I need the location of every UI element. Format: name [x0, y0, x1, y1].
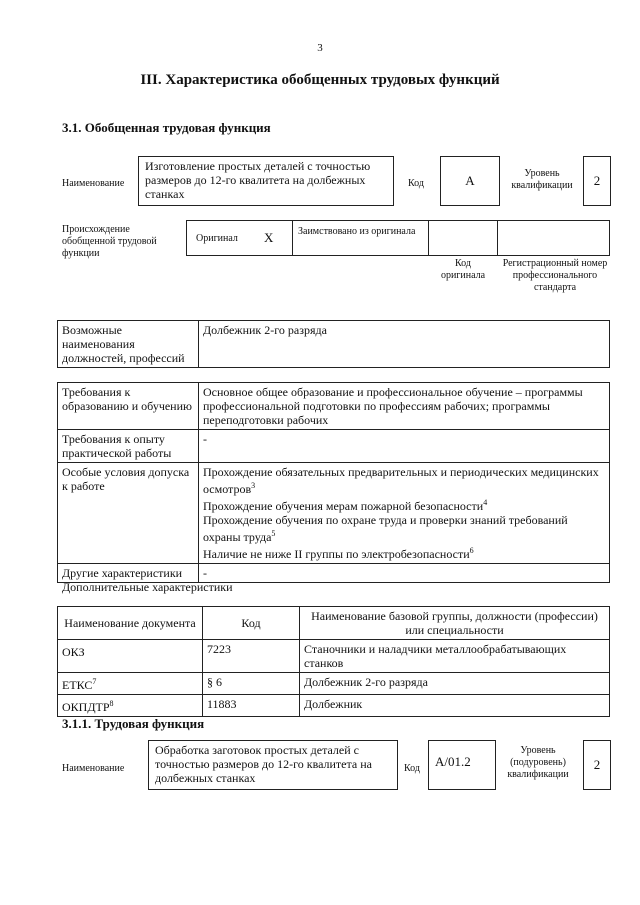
additional-table — [57, 606, 610, 717]
gtf-code-label: Код — [408, 178, 424, 189]
additional-doc-cell: ОКЗ — [58, 640, 203, 673]
gtf-name-label: Наименование — [62, 178, 125, 189]
additional-doc-cell: ЕТКС$^7$ — [58, 673, 203, 695]
gtf-code-value: A — [465, 173, 475, 188]
origin-borrowed-label: Заимствовано из оригинала — [298, 226, 416, 237]
origin-divider-3 — [497, 220, 498, 256]
tf-code-label: Код — [404, 763, 420, 774]
tf-heading: 3.1.1. Трудовая функция — [62, 716, 205, 731]
additional-code-cell: 7223 — [203, 640, 300, 673]
tf-code-value: A/01.2 — [435, 754, 471, 769]
origin-divider-2 — [428, 220, 429, 256]
origin-reg-caption: Регистрационный номер профессионального стандарта — [502, 258, 608, 293]
table-row — [58, 640, 610, 673]
additional-heading: Дополнительные характеристики — [62, 580, 233, 594]
table-row — [58, 673, 610, 695]
tf-level-value: 2 — [593, 757, 601, 772]
additional-code-cell: § 6 — [203, 673, 300, 695]
origin-original-label: Оригинал — [196, 233, 238, 244]
additional-doc-cell: ОКПДТР$^8$ — [58, 695, 203, 717]
req-admission-label: Особые условия допуска к работе — [58, 463, 199, 564]
origin-divider-1 — [292, 220, 293, 256]
tf-level-label: Уровень (подуровень) квалификации — [507, 745, 569, 780]
tf-name-box — [148, 740, 398, 790]
positions-value: Долбежник 2-го разряда — [199, 321, 610, 368]
req-admission-value — [199, 463, 610, 564]
additional-code-cell: 11883 — [203, 695, 300, 717]
gtf-level-value: 2 — [593, 173, 601, 188]
tf-name-value: Обработка заготовок простых деталей с точностью размеров до 12-го квалитета на долбежных станках — [155, 743, 372, 785]
tf-code-box — [428, 740, 496, 790]
req-education-label: Требования к образованию и обучению — [58, 383, 199, 430]
requirements-table — [57, 382, 610, 583]
section-title: III. Характеристика обобщенных трудовых функций — [140, 72, 500, 88]
additional-header-name: Наименование базовой группы, должности (профессии) или специальности — [300, 607, 610, 640]
origin-label: Происхождение обобщенной трудовой функции — [62, 224, 157, 259]
req-other-label: Другие характеристики — [58, 564, 199, 583]
additional-header-code: Код — [203, 607, 300, 640]
req-admission-line: Прохождение обучения мерам пожарной безопасности$^4$ — [203, 498, 488, 513]
tf-level-box — [583, 740, 611, 790]
req-other-value: - — [199, 564, 610, 583]
additional-name-cell: Станочники и наладчики металлообрабатывающих станков — [300, 640, 610, 673]
origin-code-caption: Код оригинала — [440, 258, 486, 281]
table-row — [58, 695, 610, 717]
req-experience-value: - — [199, 430, 610, 463]
page-number: 3 — [317, 42, 323, 54]
additional-name-cell: Долбежник — [300, 695, 610, 717]
req-education-value: Основное общее образование и профессиональное обучение – программы профессиональной подготовки по профессиям рабочих; программы переподготовки рабочих — [199, 383, 610, 430]
gtf-level-box — [583, 156, 611, 206]
gtf-name-box — [138, 156, 394, 206]
additional-header-doc: Наименование документа — [58, 607, 203, 640]
req-admission-line: Прохождение обучения по охране труда и проверки знаний требований охраны труда$^5$ — [203, 513, 568, 544]
additional-name-cell: Долбежник 2-го разряда — [300, 673, 610, 695]
tf-name-label: Наименование — [62, 763, 125, 774]
req-experience-label: Требования к опыту практической работы — [58, 430, 199, 463]
gtf-code-box — [440, 156, 500, 206]
gtf-level-label: Уровень квалификации — [511, 168, 573, 191]
gtf-name-value: Изготовление простых деталей с точностью размеров до 12-го квалитета на долбежных станках — [145, 159, 371, 201]
req-admission-line: Наличие не ниже II группы по электробезопасности$^6$ — [203, 546, 474, 561]
req-admission-line: Прохождение обязательных предварительных и периодических медицинских осмотров$^3$ — [203, 465, 599, 496]
origin-original-mark: X — [264, 230, 274, 245]
positions-table — [57, 320, 610, 368]
gtf-heading: 3.1. Обобщенная трудовая функция — [62, 120, 271, 135]
positions-label: Возможные наименования должностей, профессий — [58, 321, 199, 368]
